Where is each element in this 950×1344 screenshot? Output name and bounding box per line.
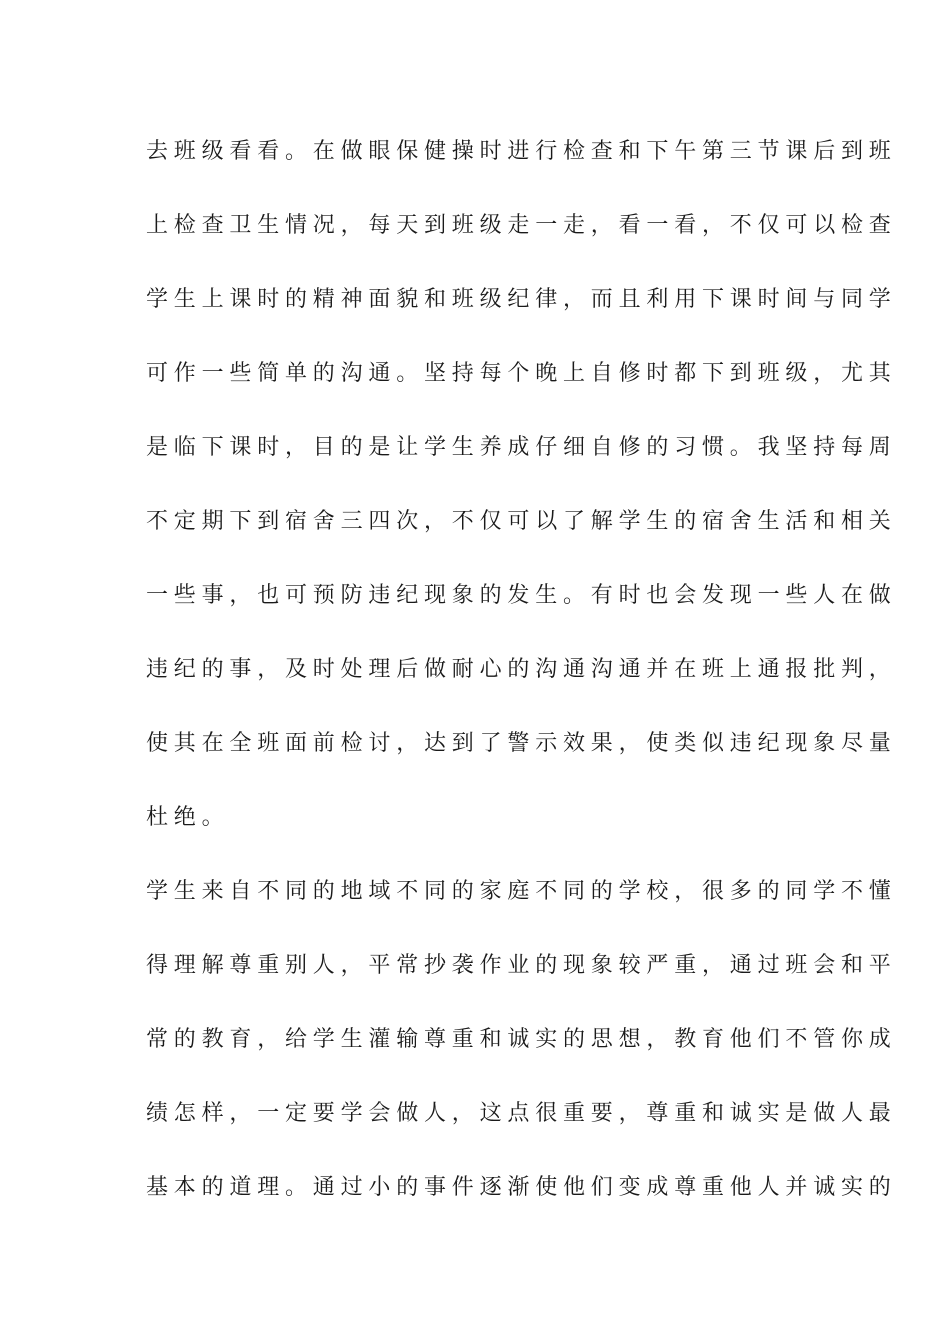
- paragraph-1-line-6: 不定期下到宿舍三四次，不仅可以了解学生的宿舍生活和相关: [146, 509, 897, 534]
- paragraph-1-line-8: 违纪的事，及时处理后做耐心的沟通沟通并在班上通报批判，: [146, 657, 897, 682]
- paragraph-1-line-7: 一些事，也可预防违纪现象的发生。有时也会发现一些人在做: [146, 583, 897, 608]
- paragraph-2-line-1: 学生来自不同的地域不同的家庭不同的学校，很多的同学不懂: [146, 879, 897, 904]
- paragraph-1-line-5: 是临下课时，目的是让学生养成仔细自修的习惯。我坚持每周: [146, 435, 897, 460]
- paragraph-2-line-5: 基本的道理。通过小的事件逐渐使他们变成尊重他人并诚实的: [146, 1175, 897, 1200]
- paragraph-1-line-9: 使其在全班面前检讨，达到了警示效果，使类似违纪现象尽量: [146, 731, 897, 756]
- paragraph-1-line-2: 上检查卫生情况，每天到班级走一走，看一看，不仅可以检查: [146, 213, 897, 238]
- paragraph-1-line-10: 杜绝。: [146, 805, 230, 830]
- paragraph-2-line-2: 得理解尊重别人，平常抄袭作业的现象较严重，通过班会和平: [146, 953, 897, 978]
- paragraph-2-line-3: 常的教育，给学生灌输尊重和诚实的思想，教育他们不管你成: [146, 1027, 897, 1052]
- paragraph-1-line-3: 学生上课时的精神面貌和班级纪律，而且利用下课时间与同学: [146, 287, 897, 312]
- paragraph-1-line-1: 去班级看看。在做眼保健操时进行检查和下午第三节课后到班: [146, 139, 897, 164]
- paragraph-1-line-4: 可作一些简单的沟通。坚持每个晚上自修时都下到班级，尤其: [146, 361, 897, 386]
- paragraph-2-line-4: 绩怎样，一定要学会做人，这点很重要，尊重和诚实是做人最: [146, 1101, 897, 1126]
